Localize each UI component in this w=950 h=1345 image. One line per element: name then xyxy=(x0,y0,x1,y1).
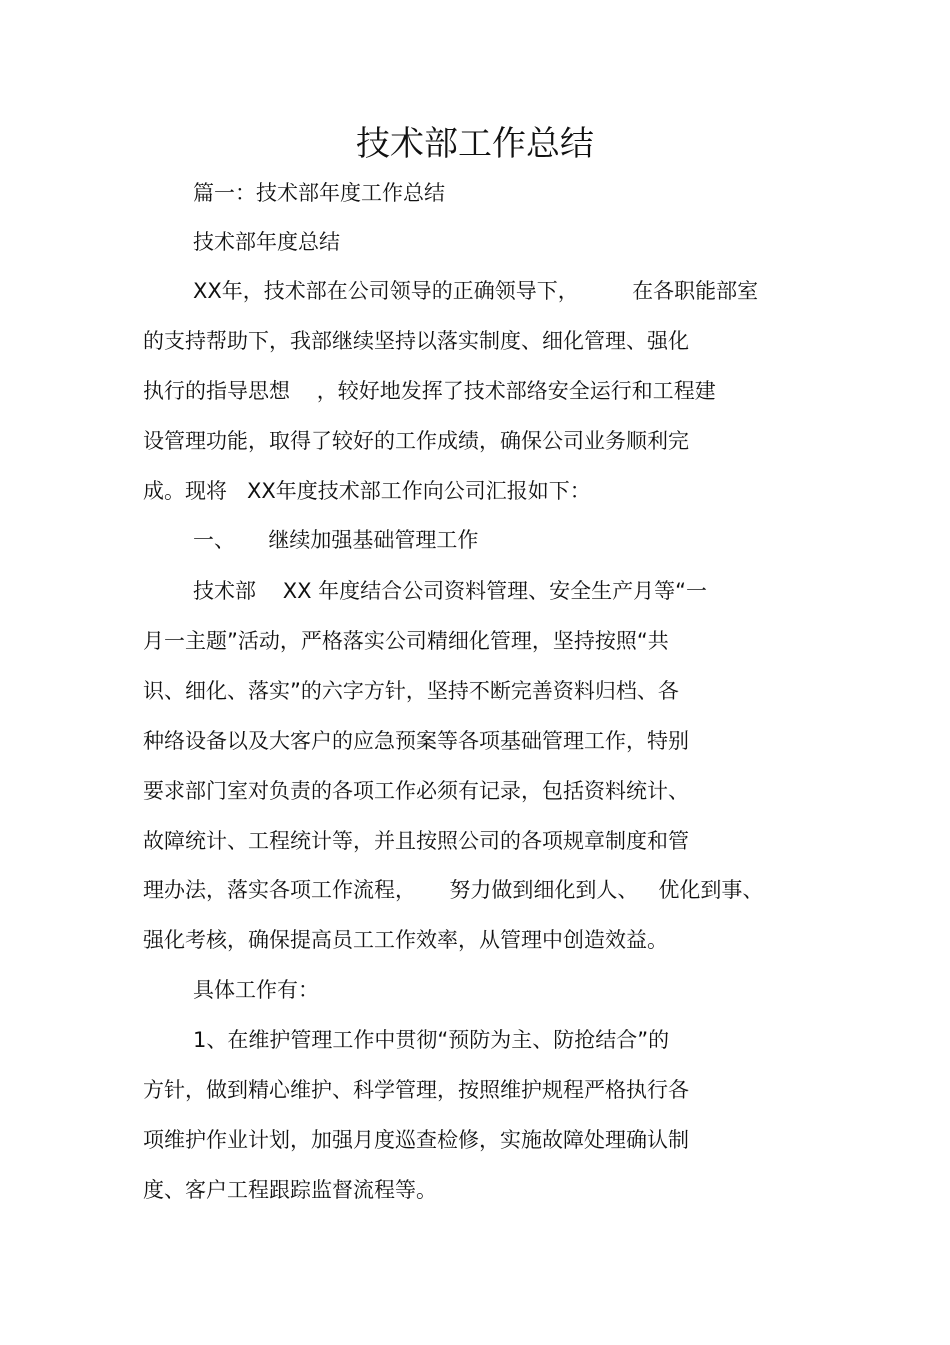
paragraph-line: 成。现将 XX年度技术部工作向公司汇报如下： xyxy=(143,479,591,503)
paragraph-line: 种络设备以及大客户的应急预案等各项基础管理工作，特别 xyxy=(143,729,689,753)
paragraph-line: 执行的指导思想 ，较好地发挥了技术部络安全运行和工程建 xyxy=(143,379,716,403)
paragraph-line: 月一主题”活动，严格落实公司精细化管理，坚持按照“共 xyxy=(143,629,669,653)
paragraph-line: 故障统计、工程统计等，并且按照公司的各项规章制度和管 xyxy=(143,829,689,853)
paragraph-line: 项维护作业计划，加强月度巡查检修，实施故障处理确认制 xyxy=(143,1128,689,1152)
paragraph-line: 方针，做到精心维护、科学管理，按照维护规程严格执行各 xyxy=(143,1078,689,1102)
subheading: 技术部年度总结 xyxy=(193,230,340,254)
paragraph-line: 要求部门室对负责的各项工作必须有记录，包括资料统计、 xyxy=(143,779,689,803)
paragraph-line: 设管理功能，取得了较好的工作成绩，确保公司业务顺利完 xyxy=(143,429,689,453)
paragraph-line: 的支持帮助下，我部继续坚持以落实制度、细化管理、强化 xyxy=(143,329,689,353)
paragraph-line: 理办法，落实各项工作流程， 努力做到细化到人、 优化到事、 xyxy=(143,878,764,902)
paragraph-line: 具体工作有： xyxy=(193,978,319,1002)
paragraph-line: 识、细化、落实”的六字方针，坚持不断完善资料归档、各 xyxy=(143,679,679,703)
paragraph-line: XX年，技术部在公司领导的正确领导下， 在各职能部室 xyxy=(193,279,759,303)
section-heading: 篇一：技术部年度工作总结 xyxy=(193,181,445,205)
paragraph-line: 1、在维护管理工作中贯彻“预防为主、防抢结合”的 xyxy=(193,1028,670,1052)
paragraph-line: 度、客户工程跟踪监督流程等。 xyxy=(143,1178,437,1202)
paragraph-line: 强化考核，确保提高员工工作效率，从管理中创造效益。 xyxy=(143,928,668,952)
paragraph-line: 技术部 XX 年度结合公司资料管理、安全生产月等“一 xyxy=(193,579,708,603)
document-title: 技术部工作总结 xyxy=(356,124,594,164)
numbered-heading: 一、 继续加强基础管理工作 xyxy=(193,528,479,552)
